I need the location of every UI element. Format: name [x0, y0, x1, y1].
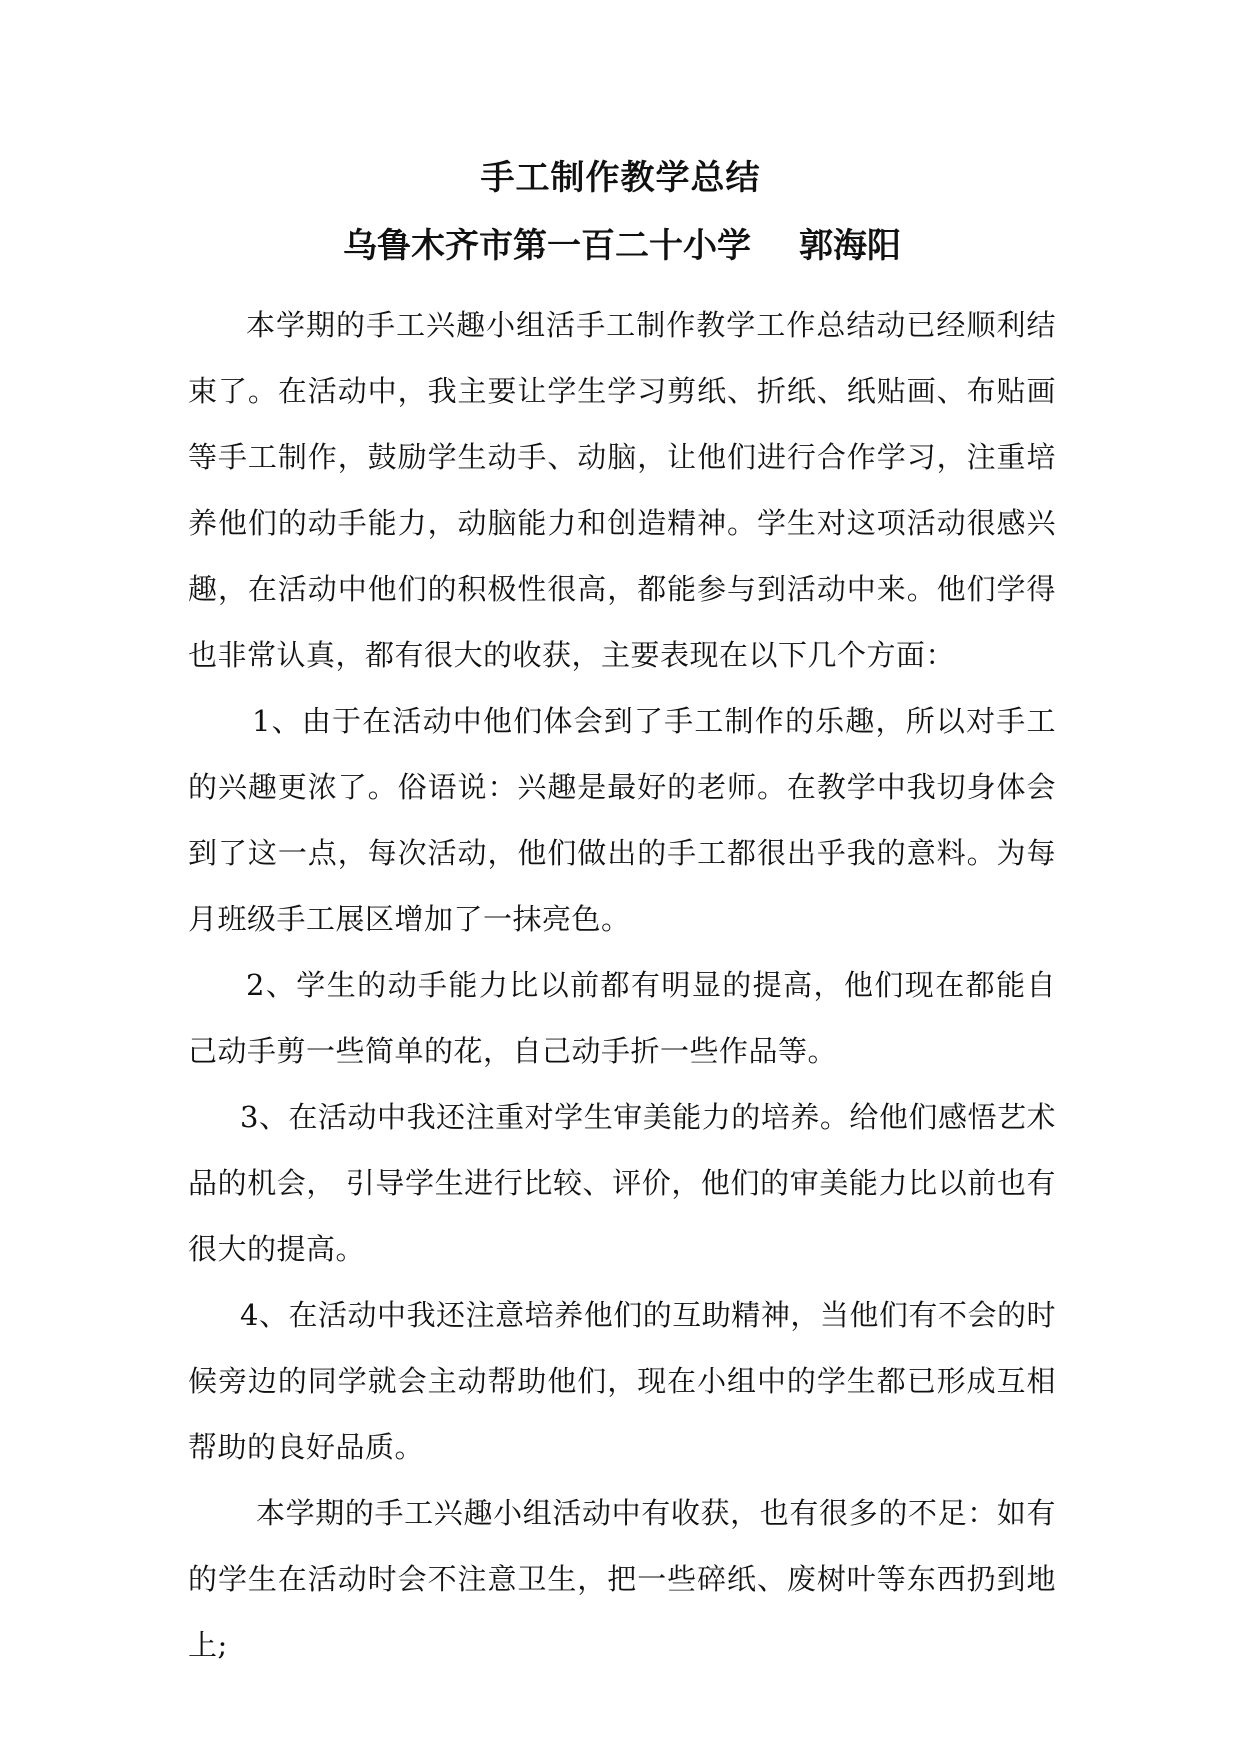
paragraph-point-4: 4、在活动中我还注意培养他们的互助精神，当他们有不会的时候旁边的同学就会主动帮助他们，现在小组中的学生都已形成互相帮助的良好品质。	[188, 1298, 1056, 1464]
document-body	[188, 292, 1056, 1678]
paragraph-intro: 本学期的手工兴趣小组活手工制作教学工作总结动已经顺利结束了。在活动中，我主要让学生学习剪纸、折纸、纸贴画、布贴画等手工制作，鼓励学生动手、动脑，让他们进行合作学习，注重培养他们的动手能力，动脑能力和创造精神。学生对这项活动很感兴趣，在活动中他们的积极性很高，都能参与到活动中来。他们学得也非常认真，都有很大的收获，主要表现在以下几个方面：	[188, 308, 1056, 672]
author-line	[343, 226, 943, 266]
paragraph-point-1: 1、由于在活动中他们体会到了手工制作的乐趣，所以对手工的兴趣更浓了。俗语说：兴趣是最好的老师。在教学中我切身体会到了这一点，每次活动，他们做出的手工都很出乎我的意料。为每月班级手工展区增加了一抹亮色。	[188, 704, 1056, 936]
paragraph-point-3: 3、在活动中我还注重对学生审美能力的培养。给他们感悟艺术品的机会， 引导学生进行比较、评价，他们的审美能力比以前也有很大的提高。	[188, 1100, 1056, 1266]
author-name: 郭海阳	[799, 226, 901, 266]
document-title: 手工制作教学总结	[480, 158, 761, 198]
paragraph-point-2: 2、学生的动手能力比以前都有明显的提高，他们现在都能自己动手剪一些简单的花，自己动手折一些作品等。	[188, 968, 1056, 1068]
paragraph-shortcomings: 本学期的手工兴趣小组活动中有收获，也有很多的不足：如有的学生在活动时会不注意卫生，把一些碎纸、废树叶等东西扔到地上;	[188, 1496, 1056, 1662]
school-name: 乌鲁木齐市第一百二十小学	[343, 226, 751, 266]
